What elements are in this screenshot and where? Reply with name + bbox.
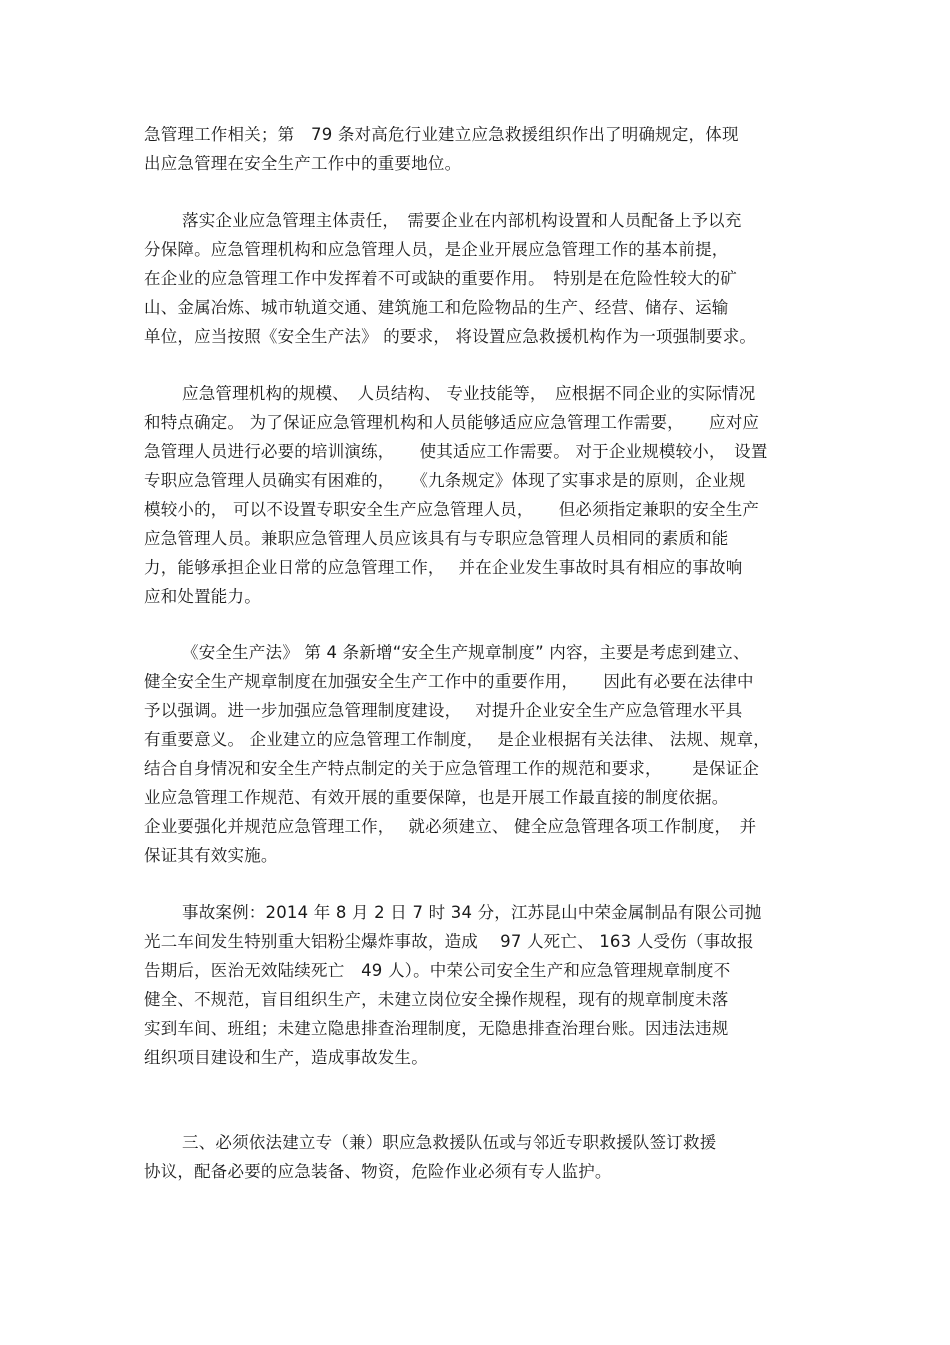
paragraph-4 [144, 638, 824, 870]
text-line: 保证其有效实施。 [144, 846, 278, 865]
text-line: 光二车间发生特别重大铝粉尘爆炸事故，造成 97 人死亡、 163 人受伤（事故报 [144, 932, 754, 951]
paragraph-6 [144, 1128, 824, 1186]
paragraph-2 [144, 206, 824, 351]
text-line: 在企业的应急管理工作中发挥着不可或缺的重要作用。 特别是在危险性较大的矿 [144, 269, 737, 288]
text-line: 出应急管理在安全生产工作中的重要地位。 [144, 154, 462, 173]
text-line: 予以强调。进一步加强应急管理制度建设， 对提升企业安全生产应急管理水平具 [144, 701, 743, 720]
text-line: 结合自身情况和安全生产特点制定的关于应急管理工作的规范和要求， 是保证企 [144, 759, 760, 778]
text-line: 应和处置能力。 [144, 587, 261, 606]
text-line: 健全、不规范，盲目组织生产，未建立岗位安全操作规程，现有的规章制度未落 [144, 990, 729, 1009]
text-line: 急管理工作相关；第 79 条对高危行业建立应急救援组织作出了明确规定，体现 [144, 125, 739, 144]
text-line: 和特点确定。 为了保证应急管理机构和人员能够适应应急管理工作需要， 应对应 [144, 413, 760, 432]
paragraph-5 [144, 898, 824, 1072]
text-line: 业应急管理工作规范、有效开展的重要保障，也是开展工作最直接的制度依据。 [144, 788, 729, 807]
text-line: 单位，应当按照《安全生产法》 的要求， 将设置应急救援机构作为一项强制要求。 [144, 327, 757, 346]
text-line: 告期后，医治无效陆续死亡 49 人）。中荣公司安全生产和应急管理规章制度不 [144, 961, 731, 980]
text-line: 应急管理机构的规模、 人员结构、 专业技能等， 应根据不同企业的实际情况 [182, 384, 756, 403]
text-line: 应急管理人员。兼职应急管理人员应该具有与专职应急管理人员相同的素质和能 [144, 529, 729, 548]
text-line: 《安全生产法》 第 4 条新增“安全生产规章制度” 内容，主要是考虑到建立、 [182, 643, 750, 662]
paragraph-3 [144, 379, 824, 611]
text-line: 实到车间、班组；未建立隐患排查治理制度，无隐患排查治理台账。因违法违规 [144, 1019, 729, 1038]
text-line: 山、金属冶炼、城市轨道交通、建筑施工和危险物品的生产、经营、储存、运输 [144, 298, 729, 317]
text-line: 事故案例：2014 年 8 月 2 日 7 时 34 分，江苏昆山中荣金属制品有限公司抛 [182, 903, 762, 922]
text-line: 分保障。应急管理机构和应急管理人员，是企业开展应急管理工作的基本前提， [144, 240, 729, 259]
text-line: 力，能够承担企业日常的应急管理工作， 并在企业发生事故时具有相应的事故响 [144, 558, 743, 577]
text-line: 落实企业应急管理主体责任， 需要企业在内部机构设置和人员配备上予以充 [182, 211, 742, 230]
text-line: 健全安全生产规章制度在加强安全生产工作中的重要作用， 因此有必要在法律中 [144, 672, 754, 691]
text-line: 有重要意义。 企业建立的应急管理工作制度， 是企业根据有关法律、 法规、规章， [144, 730, 770, 749]
text-line: 协议，配备必要的应急装备、物资，危险作业必须有专人监护。 [144, 1162, 612, 1181]
text-line: 专职应急管理人员确实有困难的， 《九条规定》体现了实事求是的原则，企业规 [144, 471, 746, 490]
text-line: 急管理人员进行必要的培训演练， 使其适应工作需要。 对于企业规模较小， 设置 [144, 442, 768, 461]
text-line: 企业要强化并规范应急管理工作， 就必须建立、 健全应急管理各项工作制度， 并 [144, 817, 757, 836]
paragraph-1 [144, 120, 824, 178]
text-line: 三、必须依法建立专（兼）职应急救援队伍或与邻近专职救援队签订救援 [182, 1133, 717, 1152]
text-line: 组织项目建设和生产，造成事故发生。 [144, 1048, 428, 1067]
text-line: 模较小的， 可以不设置专职安全生产应急管理人员， 但必须指定兼职的安全生产 [144, 500, 760, 519]
